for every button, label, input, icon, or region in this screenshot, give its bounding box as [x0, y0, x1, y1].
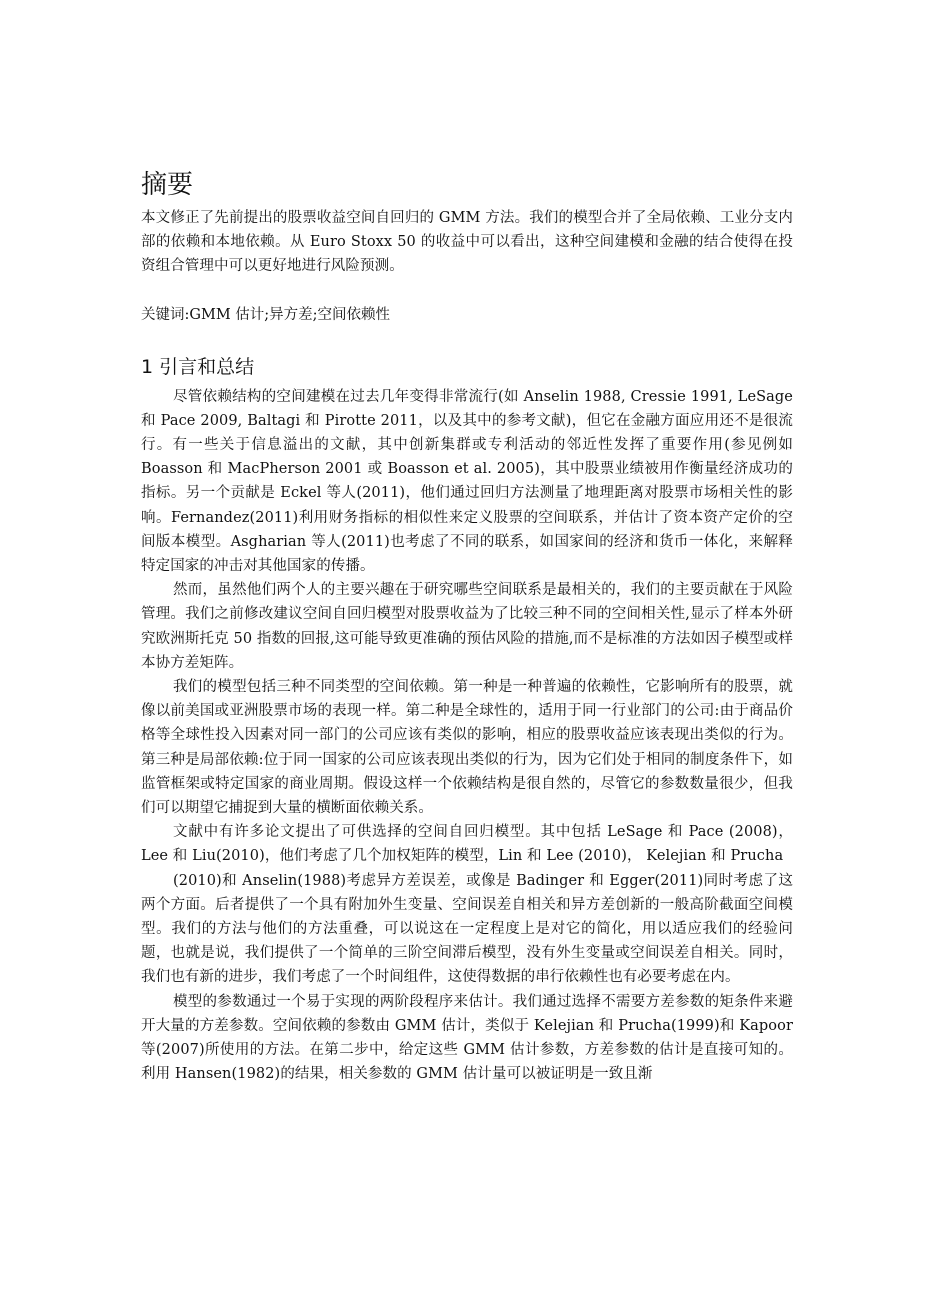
- paragraph-1: 尽管依赖结构的空间建模在过去几年变得非常流行(如 Anselin 1988, Cressie 1991, LeSage 和 Pace 2009, Baltagi 和 Pirotte 2011，以及其中的参考文献)，但它在金融方面应用还不是很流行。有一些关于信息溢出的文献，其中创新集群或专利活动的邻近性发挥了重要作用(参见例如 Boasson 和 MacPherson 2001 或 Boasson et al. 2005)，其中股票业绩被用作衡量经济成功的指标。另一个贡献是 Eckel 等人(2011)，他们通过回归方法测量了地理距离对股票市场相关性的影响。Fernandez(2011)利用财务指标的相似性来定义股票的空间联系，并估计了资本资产定价的空间版本模型。Asgharian 等人(2011)也考虑了不同的联系，如国家间的经济和货币一体化，来解释特定国家的冲击对其他国家的传播。: [141, 388, 793, 575]
- paragraph-2: 然而，虽然他们两个人的主要兴趣在于研究哪些空间联系是最相关的，我们的主要贡献在于风险管理。我们之前修改建议空间自回归模型对股票收益为了比较三种不同的空间相关性,显示了样本外研究欧洲斯托克 50 指数的回报,这可能导致更准确的预估风险的措施,而不是标准的方法如因子模型或样本协方差矩阵。: [141, 582, 793, 671]
- paragraph-3: 我们的模型包括三种不同类型的空间依赖。第一种是一种普遍的依赖性，它影响所有的股票，就像以前美国或亚洲股票市场的表现一样。第二种是全球性的，适用于同一行业部门的公司:由于商品价格等全球性投入因素对同一部门的公司应该有类似的影响，相应的股票收益应该表现出类似的行为。第三种是局部依赖:位于同一国家的公司应该表现出类似的行为，因为它们处于相同的制度条件下，如监管框架或特定国家的商业周期。假设这样一个依赖结构是很自然的，尽管它的参数数量很少，但我们可以期望它捕捉到大量的横断面依赖关系。: [141, 679, 793, 817]
- paragraph-6: 模型的参数通过一个易于实现的两阶段程序来估计。我们通过选择不需要方差参数的矩条件来避开大量的方差参数。空间依赖的参数由 GMM 估计，类似于 Kelejian 和 Prucha(1999)和 Kapoor 等(2007)所使用的方法。在第二步中，给定这些 GMM 估计参数，方差参数的估计是直接可知的。利用 Hansen(1982)的结果，相关参数的 GMM 估计量可以被证明是一致且渐: [141, 993, 793, 1083]
- paper-page: [141, 168, 793, 1087]
- paragraph-4: 文献中有许多论文提出了可供选择的空间自回归模型。其中包括 LeSage 和 Pace (2008)，Lee 和 Liu(2010)，他们考虑了几个加权矩阵的模型，Lin 和 Lee (2010)， Kelejian 和 Prucha: [141, 824, 793, 865]
- paragraph-5: (2010)和 Anselin(1988)考虑异方差误差，或像是 Badinger 和 Egger(2011)同时考虑了这两个方面。后者提供了一个具有附加外生变量、空间误差自相关和异方差创新的一般高阶截面空间模型。我们的方法与他们的方法重叠，可以说这在一定程度上是对它的简化，用以适应我们的经验问题，也就是说，我们提供了一个简单的三阶空间滞后模型，没有外生变量或空间误差自相关。同时，我们也有新的进步，我们考虑了一个时间组件，这使得数据的串行依赖性也有必要考虑在内。: [141, 872, 793, 986]
- abstract-title: 摘要: [141, 170, 194, 200]
- abstract-text: 本文修正了先前提出的股票收益空间自回归的 GMM 方法。我们的模型合并了全局依赖、工业分支内部的依赖和本地依赖。从 Euro Stoxx 50 的收益中可以看出，这种空间建模和金融的结合使得在投资组合管理中可以更好地进行风险预测。: [141, 210, 793, 275]
- keywords: 关键词:GMM 估计;异方差;空间依赖性: [141, 306, 391, 323]
- section-1-title: 1 引言和总结: [141, 355, 255, 378]
